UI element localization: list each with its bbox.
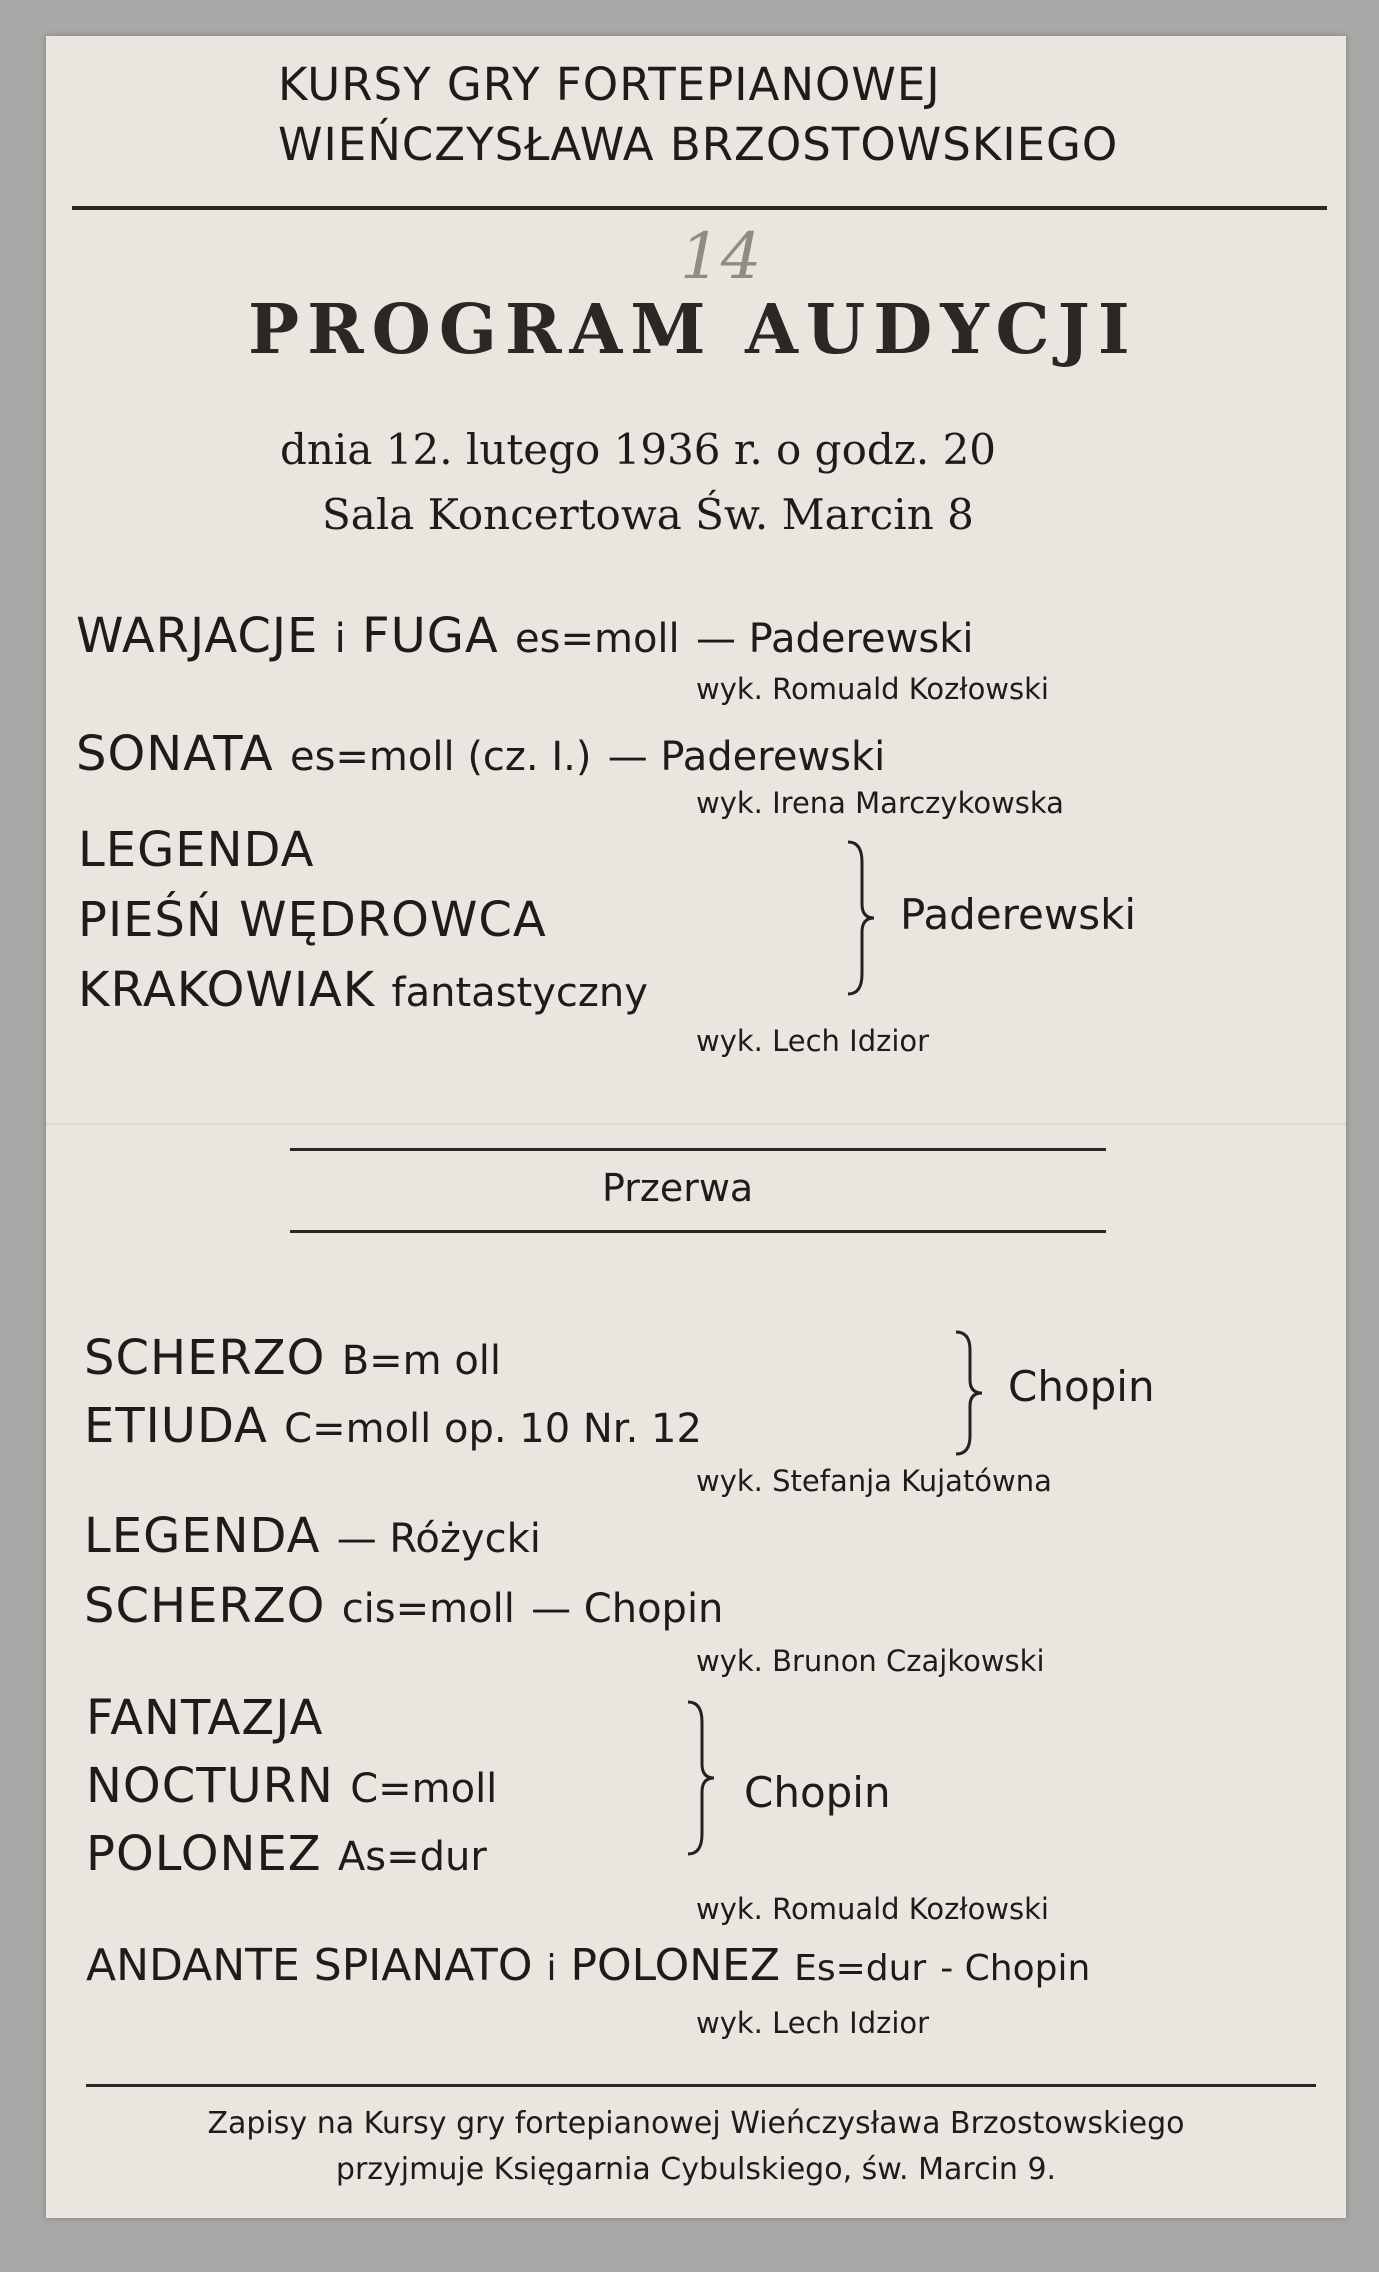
performer-2: wyk. Irena Marczykowska xyxy=(696,786,1064,820)
work-legenda: LEGENDA xyxy=(78,822,315,878)
page-title: PROGRAM AUDYCJI xyxy=(248,290,1138,370)
work-title: LEGENDA xyxy=(84,1508,321,1564)
venue-line: Sala Koncertowa Św. Marcin 8 xyxy=(322,490,974,539)
footer-line-1: Zapisy na Kursy gry fortepianowej Wieńczysława Brzostowskiego xyxy=(207,2106,1185,2141)
work-key: As=dur xyxy=(337,1834,487,1880)
composer-group-1: Paderewski xyxy=(900,890,1137,939)
work-etiuda xyxy=(84,1398,702,1454)
performer-3: wyk. Lech Idzior xyxy=(696,1024,930,1058)
work-key: es=moll (cz. I.) xyxy=(289,734,592,780)
brace-icon xyxy=(840,838,880,998)
work-polonez-as xyxy=(86,1826,487,1882)
work-title-2: POLONEZ xyxy=(570,1940,781,1991)
program-item-1 xyxy=(76,608,974,664)
work-key: cis=moll xyxy=(341,1586,515,1632)
performer-1: wyk. Romuald Kozłowski xyxy=(696,672,1049,706)
work-key: Es=dur xyxy=(794,1948,927,1989)
work-composer: — Różycki xyxy=(336,1516,541,1562)
work-composer: - Chopin xyxy=(940,1948,1091,1989)
paper-fold xyxy=(46,1123,1346,1125)
work-legenda-rozycki xyxy=(84,1508,541,1564)
work-nocturn xyxy=(86,1758,497,1814)
header-line-1: KURSY GRY FORTEPIANOWEJ xyxy=(278,58,941,111)
work-piesn-wedrowca: PIEŚŃ WĘDROWCA xyxy=(78,892,547,948)
work-title: NOCTURN xyxy=(86,1758,334,1814)
work-key: C=moll xyxy=(350,1766,498,1812)
footer-rule xyxy=(86,2084,1316,2087)
work-title: KRAKOWIAK xyxy=(78,962,376,1018)
footer-line-2: przyjmuje Księgarnia Cybulskiego, św. Marcin 9. xyxy=(335,2152,1057,2187)
work-title: POLONEZ xyxy=(86,1826,322,1882)
performer-6: wyk. Romuald Kozłowski xyxy=(696,1892,1049,1926)
pencil-annotation: 14 xyxy=(680,220,762,294)
work-krakowiak xyxy=(78,962,648,1018)
work-suffix: fantastyczny xyxy=(391,970,648,1016)
intermission-rule-bottom xyxy=(290,1230,1106,1233)
work-key: B=m oll xyxy=(341,1338,502,1384)
header-line-2: WIEŃCZYSŁAWA BRZOSTOWSKIEGO xyxy=(278,118,1119,171)
intermission-rule-top xyxy=(290,1148,1106,1151)
work-title: WARJACJE xyxy=(76,608,319,664)
intermission-label: Przerwa xyxy=(602,1166,754,1210)
work-conjunction: i xyxy=(334,616,346,662)
composer-group-2: Chopin xyxy=(1008,1362,1155,1411)
work-title: ANDANTE SPIANATO xyxy=(86,1940,533,1991)
header-rule xyxy=(72,206,1327,210)
composer-group-3: Chopin xyxy=(744,1768,891,1817)
performer-4: wyk. Stefanja Kujatówna xyxy=(696,1464,1052,1498)
date-line: dnia 12. lutego 1936 r. o godz. 20 xyxy=(280,425,997,474)
work-fantazja: FANTAZJA xyxy=(86,1690,324,1746)
work-key: es=moll xyxy=(515,616,680,662)
brace-icon xyxy=(680,1698,720,1858)
work-title: SCHERZO xyxy=(84,1578,326,1634)
work-composer: — Chopin xyxy=(531,1586,724,1632)
performer-7: wyk. Lech Idzior xyxy=(696,2006,930,2040)
work-scherzo-cis xyxy=(84,1578,723,1634)
work-composer: — Paderewski xyxy=(695,616,974,662)
brace-icon xyxy=(948,1328,988,1458)
program-item-2 xyxy=(76,726,885,782)
work-scherzo-bm xyxy=(84,1330,501,1386)
work-key: C=moll op. 10 Nr. 12 xyxy=(284,1406,702,1452)
work-title: SONATA xyxy=(76,726,274,782)
program-item-last xyxy=(86,1940,1090,1991)
work-title-2: FUGA xyxy=(361,608,499,664)
work-title: ETIUDA xyxy=(84,1398,268,1454)
work-composer: — Paderewski xyxy=(607,734,886,780)
work-title: SCHERZO xyxy=(84,1330,326,1386)
work-conjunction: i xyxy=(546,1948,557,1989)
performer-5: wyk. Brunon Czajkowski xyxy=(696,1644,1045,1678)
